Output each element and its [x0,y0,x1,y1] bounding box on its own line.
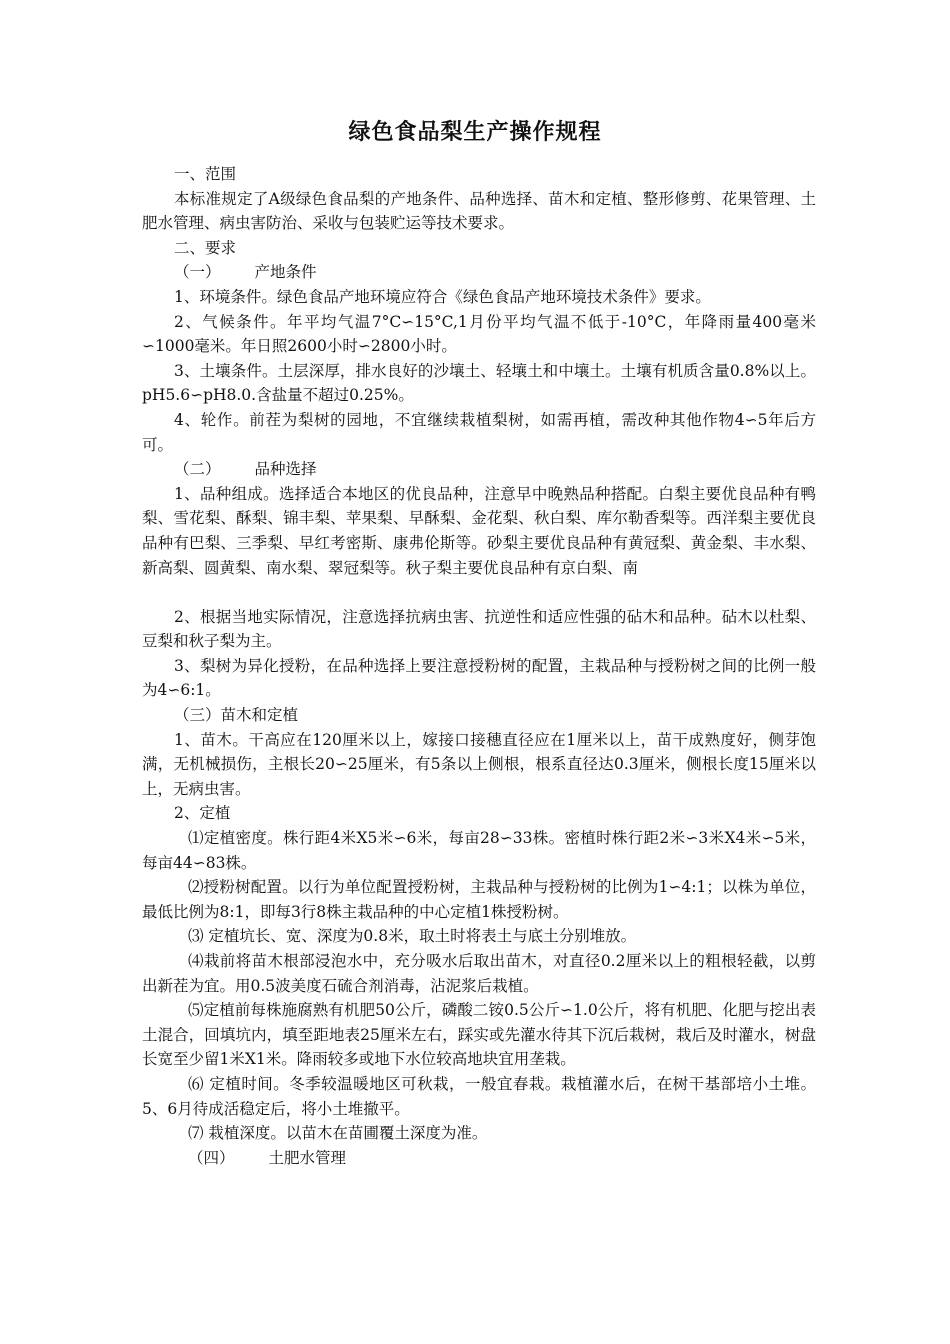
document-title: 绿色食品梨生产操作规程 [348,120,602,145]
paragraph: 1、品种组成。选择适合本地区的优良品种，注意早中晚熟品种搭配。白梨主要优良品种有鸭梨、雪花梨、酥梨、锦丰梨、苹果梨、早酥梨、金花梨、秋白梨、库尔勒香梨等。西洋梨主要优良品种有巴梨、三季梨、早红考密斯、康弗伦斯等。砂梨主要优良品种有黄冠梨、黄金梨、丰水梨、新高梨、圆黄梨、南水梨、翠冠梨等。秋子梨主要优良品种有京白梨、南 [142,484,816,577]
paragraph: 2、定植 [174,804,231,823]
paragraph: 1、苗木。干高应在120厘米以上，嫁接口接穗直径应在1厘米以上，苗干成熟度好，侧芽饱满，无机械损伤，主根长20∽25厘米，有5条以上侧根，根系直径达0.3厘米，侧根长度15厘米以上，无病虫害。 [142,730,816,798]
subsection-title: 产地条件 [254,263,317,282]
subsection-title: 土肥水管理 [268,1148,347,1167]
subsection-number: （二） [174,460,221,479]
paragraph: ⑺ 栽植深度。以苗木在苗圃覆土深度为准。 [188,1124,488,1143]
blank-line [142,580,816,605]
subsection-title: 品种选择 [254,460,317,479]
paragraph: ⑴定植密度。株行距4米X5米∽6米，每亩28∽33株。密植时株行距2米∽3米X4米∽5米，每亩44∽83株。 [142,829,816,872]
paragraph: ⑷栽前将苗木根部浸泡水中，充分吸水后取出苗木，对直径0.2厘米以上的粗根轻截，以剪出新茬为宜。用0.5波美度石硫合剂消毒，沾泥浆后栽植。 [142,952,816,995]
paragraph: ⑵授粉树配置。以行为单位配置授粉树，主栽品种与授粉树的比例为1∽4:1；以株为单位，最低比例为8:1，即每3行8株主栽品种的中心定植1株授粉树。 [142,878,816,921]
paragraph: 1、环境条件。绿色食品产地环境应符合《绿色食品产地环境技术条件》要求。 [174,287,711,306]
subsection-heading [142,457,816,482]
section-heading: 一、范围 [174,165,237,183]
paragraph: 4、轮作。前茬为梨树的园地，不宜继续栽植梨树，如需再植，需改种其他作物4∽5年后方可。 [142,410,816,454]
paragraph: 2、气候条件。年平均气温7°C∽15°C,1月份平均气温不低于-10°C，年降雨量400毫米∽1000毫米。年日照2600小时∽2800小时。 [142,312,816,356]
paragraph: ⑹ 定植时间。冬季较温暖地区可秋栽，一般宜春栽。栽植灌水后，在树干基部培小土堆。5、6月待成活稳定后，将小土堆撤平。 [142,1074,816,1118]
paragraph: ⑶ 定植坑长、宽、深度为0.8米，取土时将表土与底土分别堆放。 [188,927,637,946]
document-body [142,162,816,1170]
paragraph: 本标准规定了A级绿色食品梨的产地条件、品种选择、苗木和定植、整形修剪、花果管理、土肥水管理、病虫害防治、采收与包装贮运等技术要求。 [142,189,816,233]
section-heading: 二、要求 [174,238,237,257]
subsection-heading [142,1146,816,1171]
subsection-heading: （三）苗木和定植 [174,706,299,725]
paragraph: 3、土壤条件。土层深厚，排水良好的沙壤土、轻壤土和中壤土。土壤有机质含量0.8%以上。pH5.6∽pH8.0.含盐量不超过0.25%。 [142,361,816,405]
paragraph: ⑸定植前每株施腐熟有机肥50公斤，磷酸二铵0.5公斤∽1.0公斤，将有机肥、化肥与挖出表土混合，回填坑内，填至距地表25厘米左右，踩实或先灌水待其下沉后栽树，栽后及时灌水，树盘长宽至少留1米X1米。降雨较多或地下水位较高地块宜用垄栽。 [142,1001,816,1069]
subsection-number: （四） [188,1148,235,1167]
subsection-heading [142,260,816,285]
paragraph: 3、梨树为异化授粉，在品种选择上要注意授粉树的配置，主栽品种与授粉树之间的比例一般为4∽6:1。 [142,656,816,700]
paragraph: 2、根据当地实际情况，注意选择抗病虫害、抗逆性和适应性强的砧木和品种。砧木以杜梨、豆梨和秋子梨为主。 [142,607,816,651]
subsection-number: （一） [174,263,221,282]
